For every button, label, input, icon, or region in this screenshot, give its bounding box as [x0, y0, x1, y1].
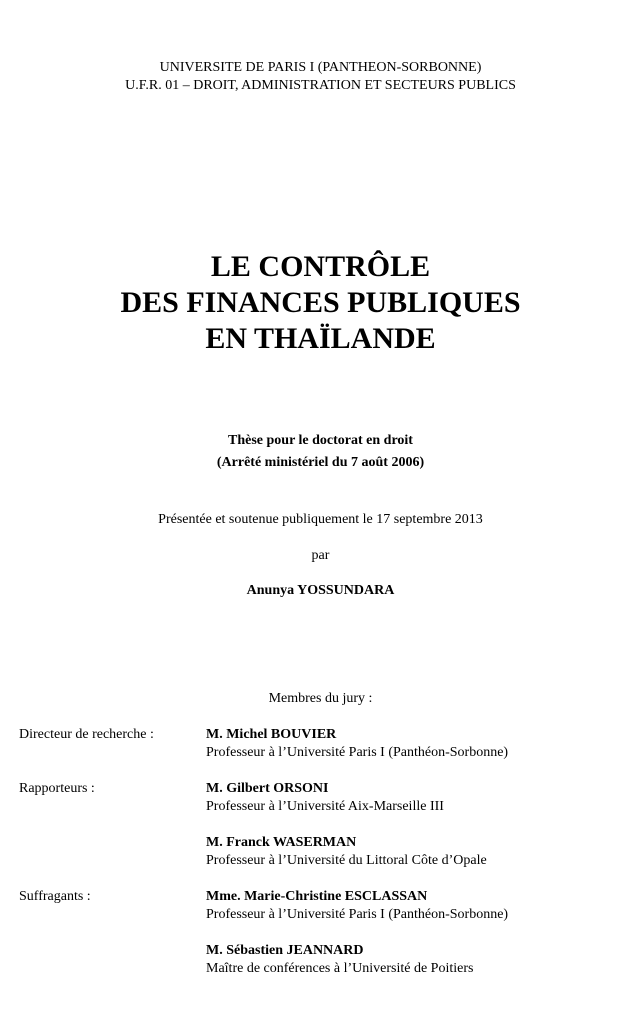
title-line-1: LE CONTRÔLE [210, 250, 431, 283]
jury-member-name: M. Gilbert ORSONI [206, 781, 329, 796]
title-line-2: DES FINANCES PUBLIQUES [120, 286, 521, 319]
thesis-description [0, 430, 641, 474]
ufr-name: U.F.R. 01 – DROIT, ADMINISTRATION ET SECTEURS PUBLICS [125, 78, 516, 93]
jury-member-name: Mme. Marie-Christine ESCLASSAN [206, 889, 428, 904]
jury-heading: Membres du jury : [268, 691, 373, 706]
thesis-title [0, 249, 641, 357]
jury-role: Suffragants : [19, 889, 91, 904]
title-line-3: EN THAÏLANDE [205, 322, 436, 355]
thesis-degree: Thèse pour le doctorat en droit [228, 433, 413, 448]
jury-member-name: M. Michel BOUVIER [206, 727, 337, 742]
par-text: par [311, 548, 330, 563]
jury-member-title: Professeur à l’Université Paris I (Panthéon-Sorbonne) [206, 745, 509, 760]
jury-member-title: Professeur à l’Université Aix-Marseille III [206, 799, 444, 814]
university-header [0, 59, 641, 95]
jury-role: Directeur de recherche : [19, 727, 154, 742]
jury-member-name: M. Sébastien JEANNARD [206, 943, 364, 958]
jury-member-title: Professeur à l’Université Paris I (Panthéon-Sorbonne) [206, 907, 509, 922]
jury-role: Rapporteurs : [19, 781, 95, 796]
jury-member-title: Professeur à l’Université du Littoral Côte d’Opale [206, 853, 487, 868]
university-name: UNIVERSITE DE PARIS I (PANTHEON-SORBONNE) [159, 60, 482, 75]
thesis-decree: (Arrêté ministériel du 7 août 2006) [216, 455, 425, 470]
author-name: Anunya YOSSUNDARA [246, 583, 395, 598]
jury-member-name: M. Franck WASERMAN [206, 835, 357, 850]
presentation-date: Présentée et soutenue publiquement le 17 septembre 2013 [158, 512, 483, 527]
jury-member-title: Maître de conférences à l’Université de Poitiers [206, 961, 474, 976]
